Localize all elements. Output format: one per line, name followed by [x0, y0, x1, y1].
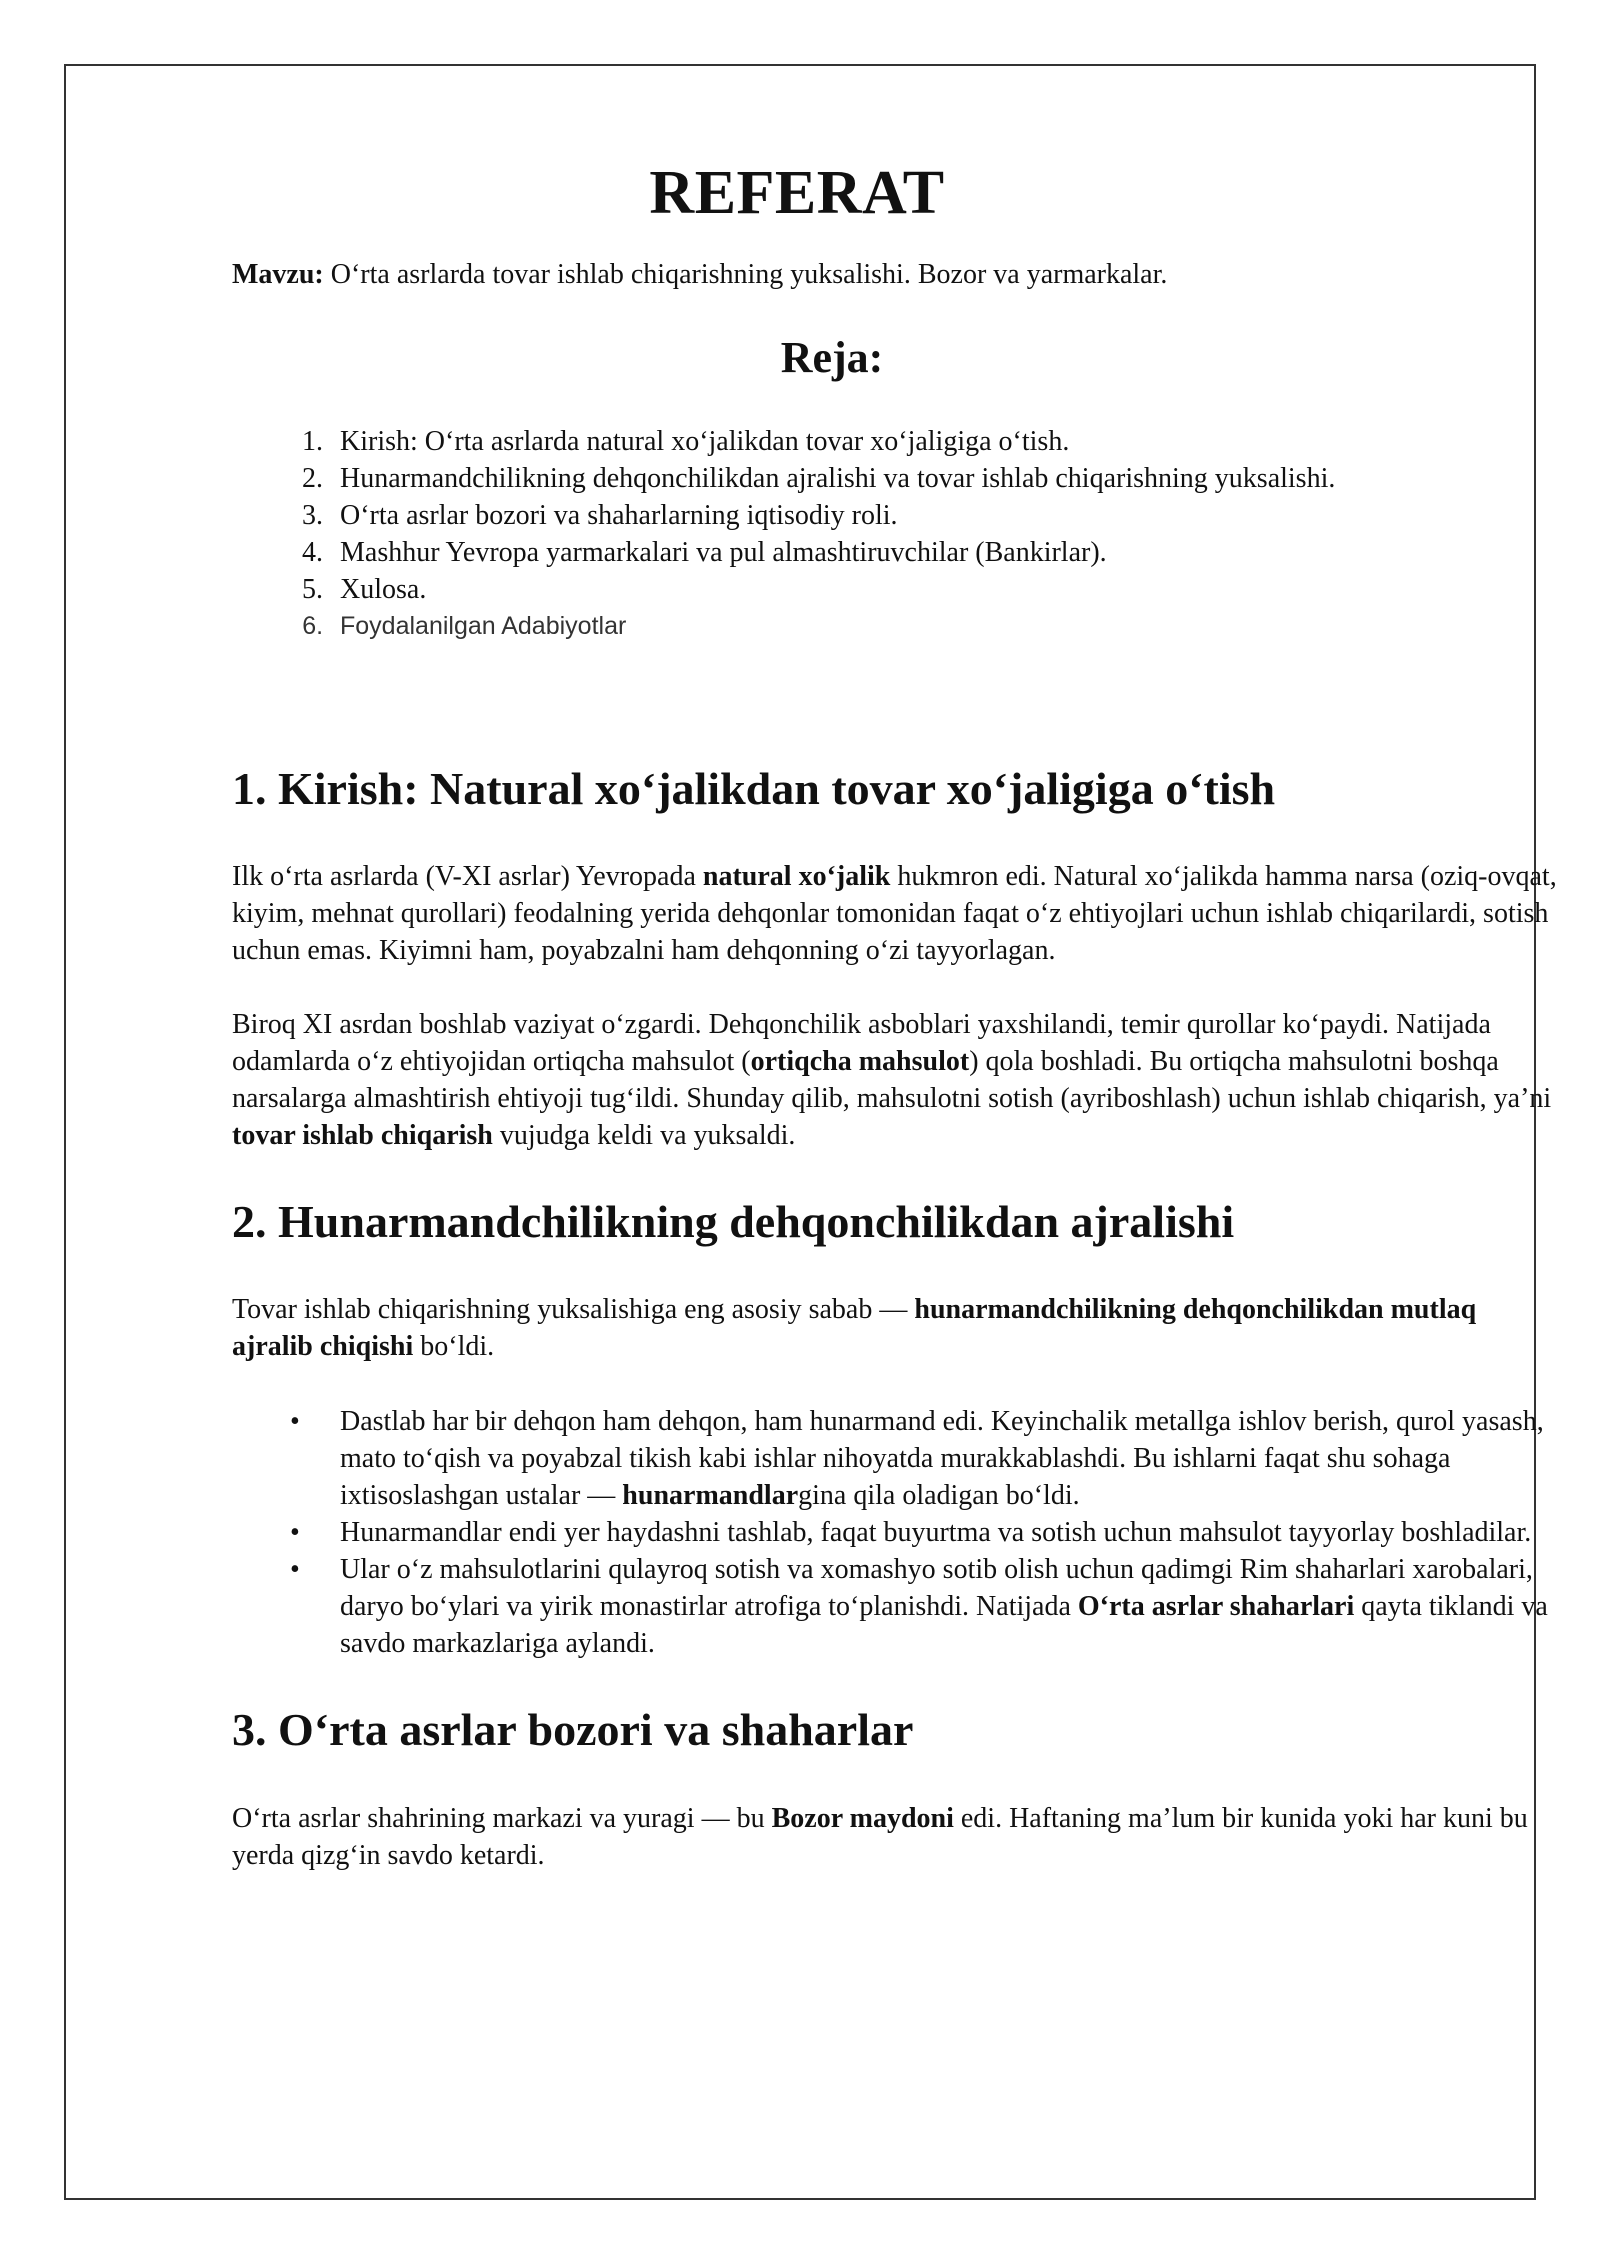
text-run: Biroq XI asrdan boshlab vaziyat o‘zgardi. Dehqonchilik asboblari yaxshilandi, temir qurollar ko‘paydi. Natijada odamlarda o‘z ehtiyojidan ortiqcha mahsulot ( — [232, 1009, 1491, 1078]
bullet-item — [330, 1403, 1562, 1514]
topic-line — [232, 256, 1562, 294]
document-content — [232, 156, 1562, 1874]
text-run: vujudga keldi va yuksaldi. — [492, 1120, 796, 1152]
bold-term: tovar ishlab chiqarish — [232, 1120, 493, 1152]
text-run: ) qola boshladi. Bu ortiqcha mahsulotni boshqa narsalarga almashtirish ehtiyoji tug‘ildi. Shunday qilib, mahsulotni sotish (ayriboshlash) uchun ishlab chiqarish, ya’ni — [232, 1046, 1552, 1115]
text-run: Tovar ishlab chiqarishning yuksalishiga eng asosiy sabab — — [232, 1294, 915, 1326]
text-run: Dastlab har bir dehqon ham dehqon, ham hunarmand edi. Keyinchalik metallga ishlov berish, qurol yasash, mato to‘qish va poyabzal tikish kabi ishlar nihoyatda murakkablashdi. Bu ishlarni faqat shu sohaga ixtisoslashgan ustalar — — [340, 1406, 1544, 1512]
plan-heading: Reja: — [780, 333, 884, 383]
bullet-item — [330, 1551, 1562, 1662]
bold-term: hunarmandlar — [622, 1480, 799, 1512]
plan-item: 5. Xulosa. — [330, 571, 1562, 608]
plan-item: 2. Hunarmandchilikning dehqonchilikdan ajralishi va tovar ishlab chiqarishning yuksalishi. — [330, 460, 1562, 497]
section-3-heading: 3. O‘rta asrlar bozori va shaharlar — [232, 1704, 914, 1756]
document-page — [64, 64, 1557, 2200]
text-run: edi. Haftaning ma’lum bir kunida yoki har kuni bu yerda qizg‘in savdo ketardi. — [232, 1802, 1528, 1871]
section-1-heading: 1. Kirish: Natural xo‘jalikdan tovar xo‘jaligiga o‘tish — [232, 762, 1276, 814]
bold-term: O‘rta asrlar shaharlari — [1077, 1591, 1355, 1623]
section-2-heading: 2. Hunarmandchilikning dehqonchilikdan ajralishi — [232, 1196, 1235, 1248]
text-run: Ular o‘z mahsulotlarini qulayroq sotish va xomashyo sotib olish uchun qadimgi Rim shaharlari xarobalari, daryo bo‘ylari va yirik monastirlar atrofiga to‘planishdi. Natijada — [340, 1554, 1533, 1623]
bold-term: Bozor maydoni — [771, 1802, 954, 1834]
text-run: bo‘ldi. — [413, 1331, 495, 1363]
section-1-paragraph-1 — [232, 858, 1562, 969]
text-run: qayta tiklandi va savdo markazlariga aylandi. — [340, 1591, 1548, 1660]
section-3-paragraph-1 — [232, 1800, 1562, 1874]
section-2-intro — [232, 1291, 1562, 1365]
plan-item: 4. Mashhur Yevropa yarmarkalari va pul almashtiruvchilar (Bankirlar). — [330, 534, 1562, 571]
bold-term: hunarmandchilikning dehqonchilikdan mutlaq ajralib chiqishi — [232, 1294, 1477, 1363]
plan-list — [232, 423, 1562, 645]
bullet-item — [330, 1514, 1562, 1551]
bold-term: ortiqcha mahsulot — [750, 1046, 970, 1078]
topic-text: O‘rta asrlarda tovar ishlab chiqarishning yuksalishi. Bozor va yarmarkalar. — [323, 259, 1168, 291]
plan-item: 1. Kirish: O‘rta asrlarda natural xo‘jalikdan tovar xo‘jaligiga o‘tish. — [330, 423, 1562, 460]
text-run: O‘rta asrlar shahrining markazi va yuragi — bu — [232, 1802, 772, 1834]
section-2-bullet-list — [232, 1403, 1562, 1662]
text-run: Ilk o‘rta asrlarda (V-XI asrlar) Yevropada — [232, 861, 703, 893]
text-run: Hunarmandlar endi yer haydashni tashlab, faqat buyurtma va sotish uchun mahsulot tayyorlay boshladilar. — [340, 1517, 1532, 1549]
text-run: hukmron edi. Natural xo‘jalikda hamma narsa (oziq-ovqat, kiyim, mehnat qurollari) feodalning yerida dehqonlar tomonidan faqat o‘z ehtiyojlari uchun ishlab chiqarilardi, sotish uchun emas. Kiyimni ham, poyabzalni ham dehqonning o‘zi tayyorlagan. — [232, 861, 1557, 967]
text-run: gina qila oladigan bo‘ldi. — [798, 1480, 1080, 1512]
document-title: REFERAT — [649, 159, 945, 227]
section-1-paragraph-2 — [232, 1006, 1562, 1154]
plan-item: 3. O‘rta asrlar bozori va shaharlarning iqtisodiy roli. — [330, 497, 1562, 534]
bold-term: natural xo‘jalik — [702, 861, 891, 893]
plan-item: 6. Foydalanilgan Adabiyotlar — [330, 608, 1562, 645]
topic-label: Mavzu: — [232, 259, 324, 291]
